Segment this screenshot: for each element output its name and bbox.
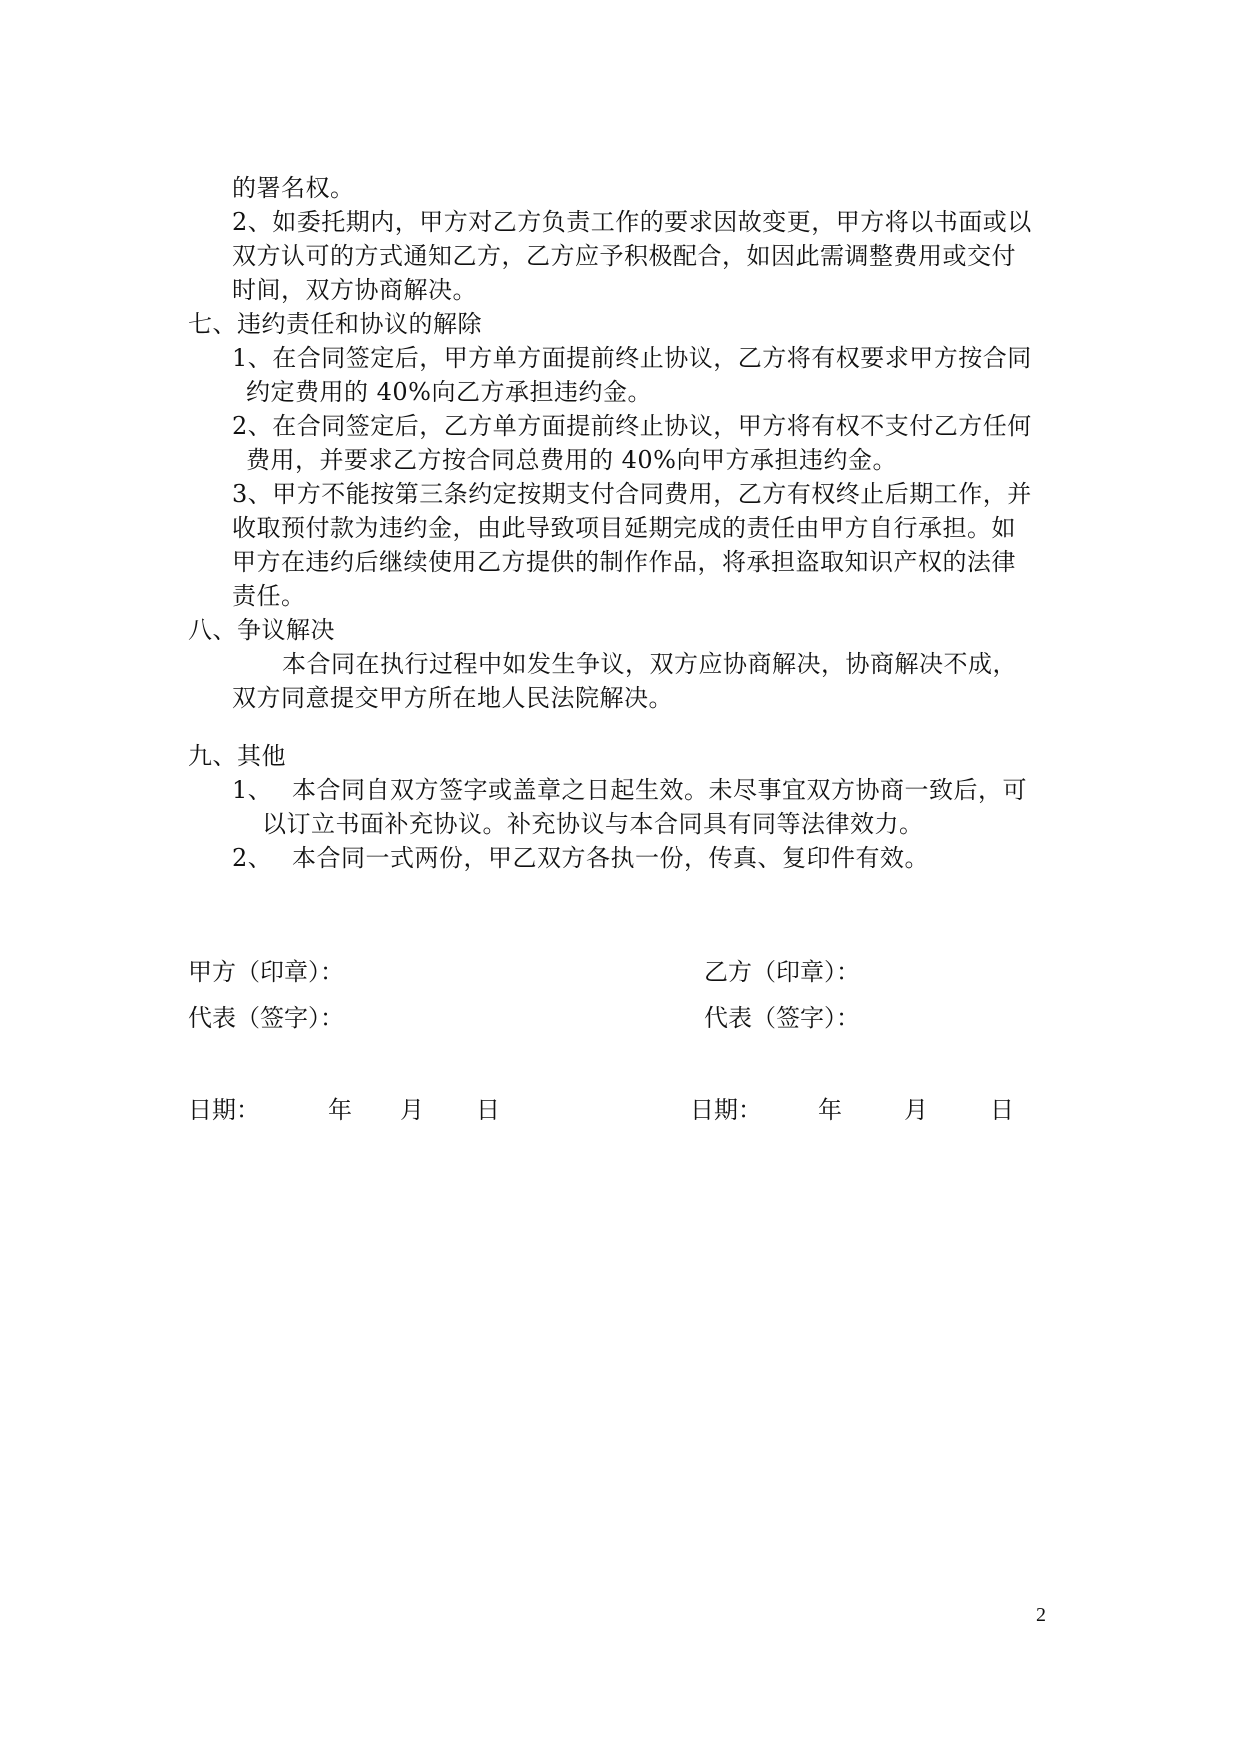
section-heading: 九、其他 bbox=[188, 742, 286, 770]
body-line: 本合同自双方签字或盖章之日起生效。未尽事宜双方协商一致后，可 bbox=[292, 776, 1027, 804]
section-heading: 七、违约责任和协议的解除 bbox=[188, 310, 482, 338]
body-line: 责任。 bbox=[232, 582, 306, 610]
party-a-date-month: 月 bbox=[400, 1096, 424, 1124]
party-a-date-year: 年 bbox=[328, 1096, 352, 1124]
body-line: 的署名权。 bbox=[232, 174, 355, 202]
party-b-date-day: 日 bbox=[990, 1096, 1014, 1124]
body-line: 双方认可的方式通知乙方，乙方应予积极配合，如因此需调整费用或交付 bbox=[232, 242, 1016, 270]
party-b-date-label: 日期： bbox=[690, 1096, 762, 1124]
body-line: 2、在合同签定后，乙方单方面提前终止协议，甲方将有权不支付乙方任何 bbox=[232, 412, 1032, 440]
party-a-rep-label: 代表（签字）： bbox=[188, 1004, 344, 1032]
party-b-rep-label: 代表（签字）： bbox=[704, 1004, 860, 1032]
body-line: 收取预付款为违约金，由此导致项目延期完成的责任由甲方自行承担。如 bbox=[232, 514, 1016, 542]
party-b-date-year: 年 bbox=[818, 1096, 842, 1124]
body-line: 2、如委托期内，甲方对乙方负责工作的要求因故变更，甲方将以书面或以 bbox=[232, 208, 1032, 236]
section-heading: 八、争议解决 bbox=[188, 616, 335, 644]
body-line: 费用，并要求乙方按合同总费用的 40%向甲方承担违约金。 bbox=[246, 446, 897, 474]
party-b-seal-label: 乙方（印章）： bbox=[704, 958, 860, 986]
body-line: 时间，双方协商解决。 bbox=[232, 276, 477, 304]
body-line: 本合同在执行过程中如发生争议，双方应协商解决，协商解决不成， bbox=[282, 650, 1017, 678]
body-line: 1、在合同签定后，甲方单方面提前终止协议，乙方将有权要求甲方按合同 bbox=[232, 344, 1032, 372]
item-number: 1、 bbox=[232, 776, 273, 804]
page-number: 2 bbox=[1036, 1604, 1046, 1626]
body-line: 3、甲方不能按第三条约定按期支付合同费用，乙方有权终止后期工作，并 bbox=[232, 480, 1032, 508]
body-line: 甲方在违约后继续使用乙方提供的制作作品，将承担盗取知识产权的法律 bbox=[232, 548, 1016, 576]
body-line: 本合同一式两份，甲乙双方各执一份，传真、复印件有效。 bbox=[292, 844, 929, 872]
body-line: 约定费用的 40%向乙方承担违约金。 bbox=[246, 378, 652, 406]
body-line: 双方同意提交甲方所在地人民法院解决。 bbox=[232, 684, 673, 712]
party-b-date-month: 月 bbox=[904, 1096, 928, 1124]
body-line: 以订立书面补充协议。补充协议与本合同具有同等法律效力。 bbox=[262, 810, 924, 838]
party-a-date-day: 日 bbox=[476, 1096, 500, 1124]
party-a-date-label: 日期： bbox=[188, 1096, 260, 1124]
party-a-seal-label: 甲方（印章）： bbox=[188, 958, 344, 986]
item-number: 2、 bbox=[232, 844, 273, 872]
